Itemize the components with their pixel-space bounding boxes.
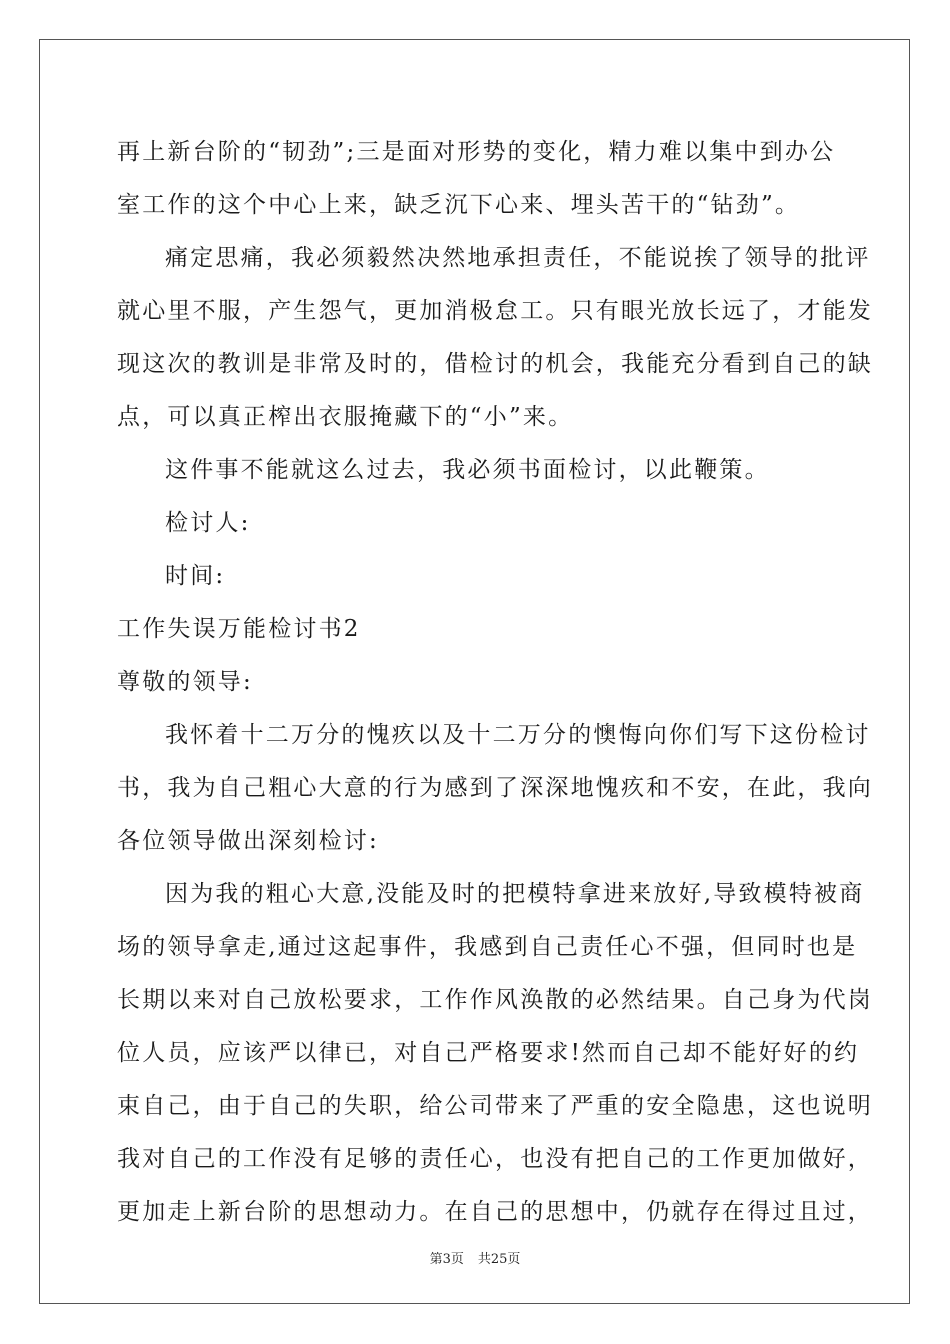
page-number: 第3页	[429, 1252, 464, 1267]
text-line: 就心里不服，产生怨气，更加消极怠工。只有眼光放长远了，才能发	[117, 298, 873, 324]
text-line: 我对自己的工作没有足够的责任心，也没有把自己的工作更加做好，	[117, 1146, 873, 1172]
text-line: 场的领导拿走,通过这起事件，我感到自己责任心不强，但同时也是	[117, 934, 858, 960]
text-line: 长期以来对自己放松要求，工作作风涣散的必然结果。自己身为代岗	[117, 987, 873, 1013]
text-line: 点，可以真正榨出衣服掩藏下的“小”来。	[117, 404, 574, 430]
text-line: 再上新台阶的“韧劲”;三是面对形势的变化，精力难以集中到办公	[117, 139, 836, 165]
date-label: 时间:	[165, 563, 226, 589]
text-line: 位人员，应该严以律已，对自己严格要求!然而自己却不能好好的约	[117, 1040, 860, 1066]
text-line: 书，我为自己粗心大意的行为感到了深深地愧疚和不安，在此，我向	[117, 775, 873, 801]
section-title: 工作失误万能检讨书2	[117, 616, 361, 642]
text-line: 各位领导做出深刻检讨:	[117, 828, 379, 854]
page-footer	[0, 1248, 950, 1267]
page-total: 共25页	[477, 1252, 521, 1267]
paragraph-line: 我怀着十二万分的愧疚以及十二万分的懊悔向你们写下这份检讨	[165, 722, 871, 748]
paragraph-line: 痛定思痛，我必须毅然决然地承担责任，不能说挨了领导的批评	[165, 245, 871, 271]
text-line: 更加走上新台阶的思想动力。在自己的思想中，仍就存在得过且过，	[117, 1199, 873, 1225]
paragraph-line: 这件事不能就这么过去，我必须书面检讨，以此鞭策。	[165, 457, 770, 483]
text-line: 束自己，由于自己的失职，给公司带来了严重的安全隐患，这也说明	[117, 1093, 873, 1119]
text-line: 室工作的这个中心上来，缺乏沉下心来、埋头苦干的“钻劲”。	[117, 192, 801, 218]
paragraph-line: 因为我的粗心大意,没能及时的把模特拿进来放好,导致模特被商	[165, 881, 865, 907]
document-body	[117, 126, 873, 1239]
salutation: 尊敬的领导:	[117, 669, 253, 695]
text-line: 现这次的教训是非常及时的，借检讨的机会，我能充分看到自己的缺	[117, 351, 873, 377]
signature-label: 检讨人:	[165, 510, 251, 536]
